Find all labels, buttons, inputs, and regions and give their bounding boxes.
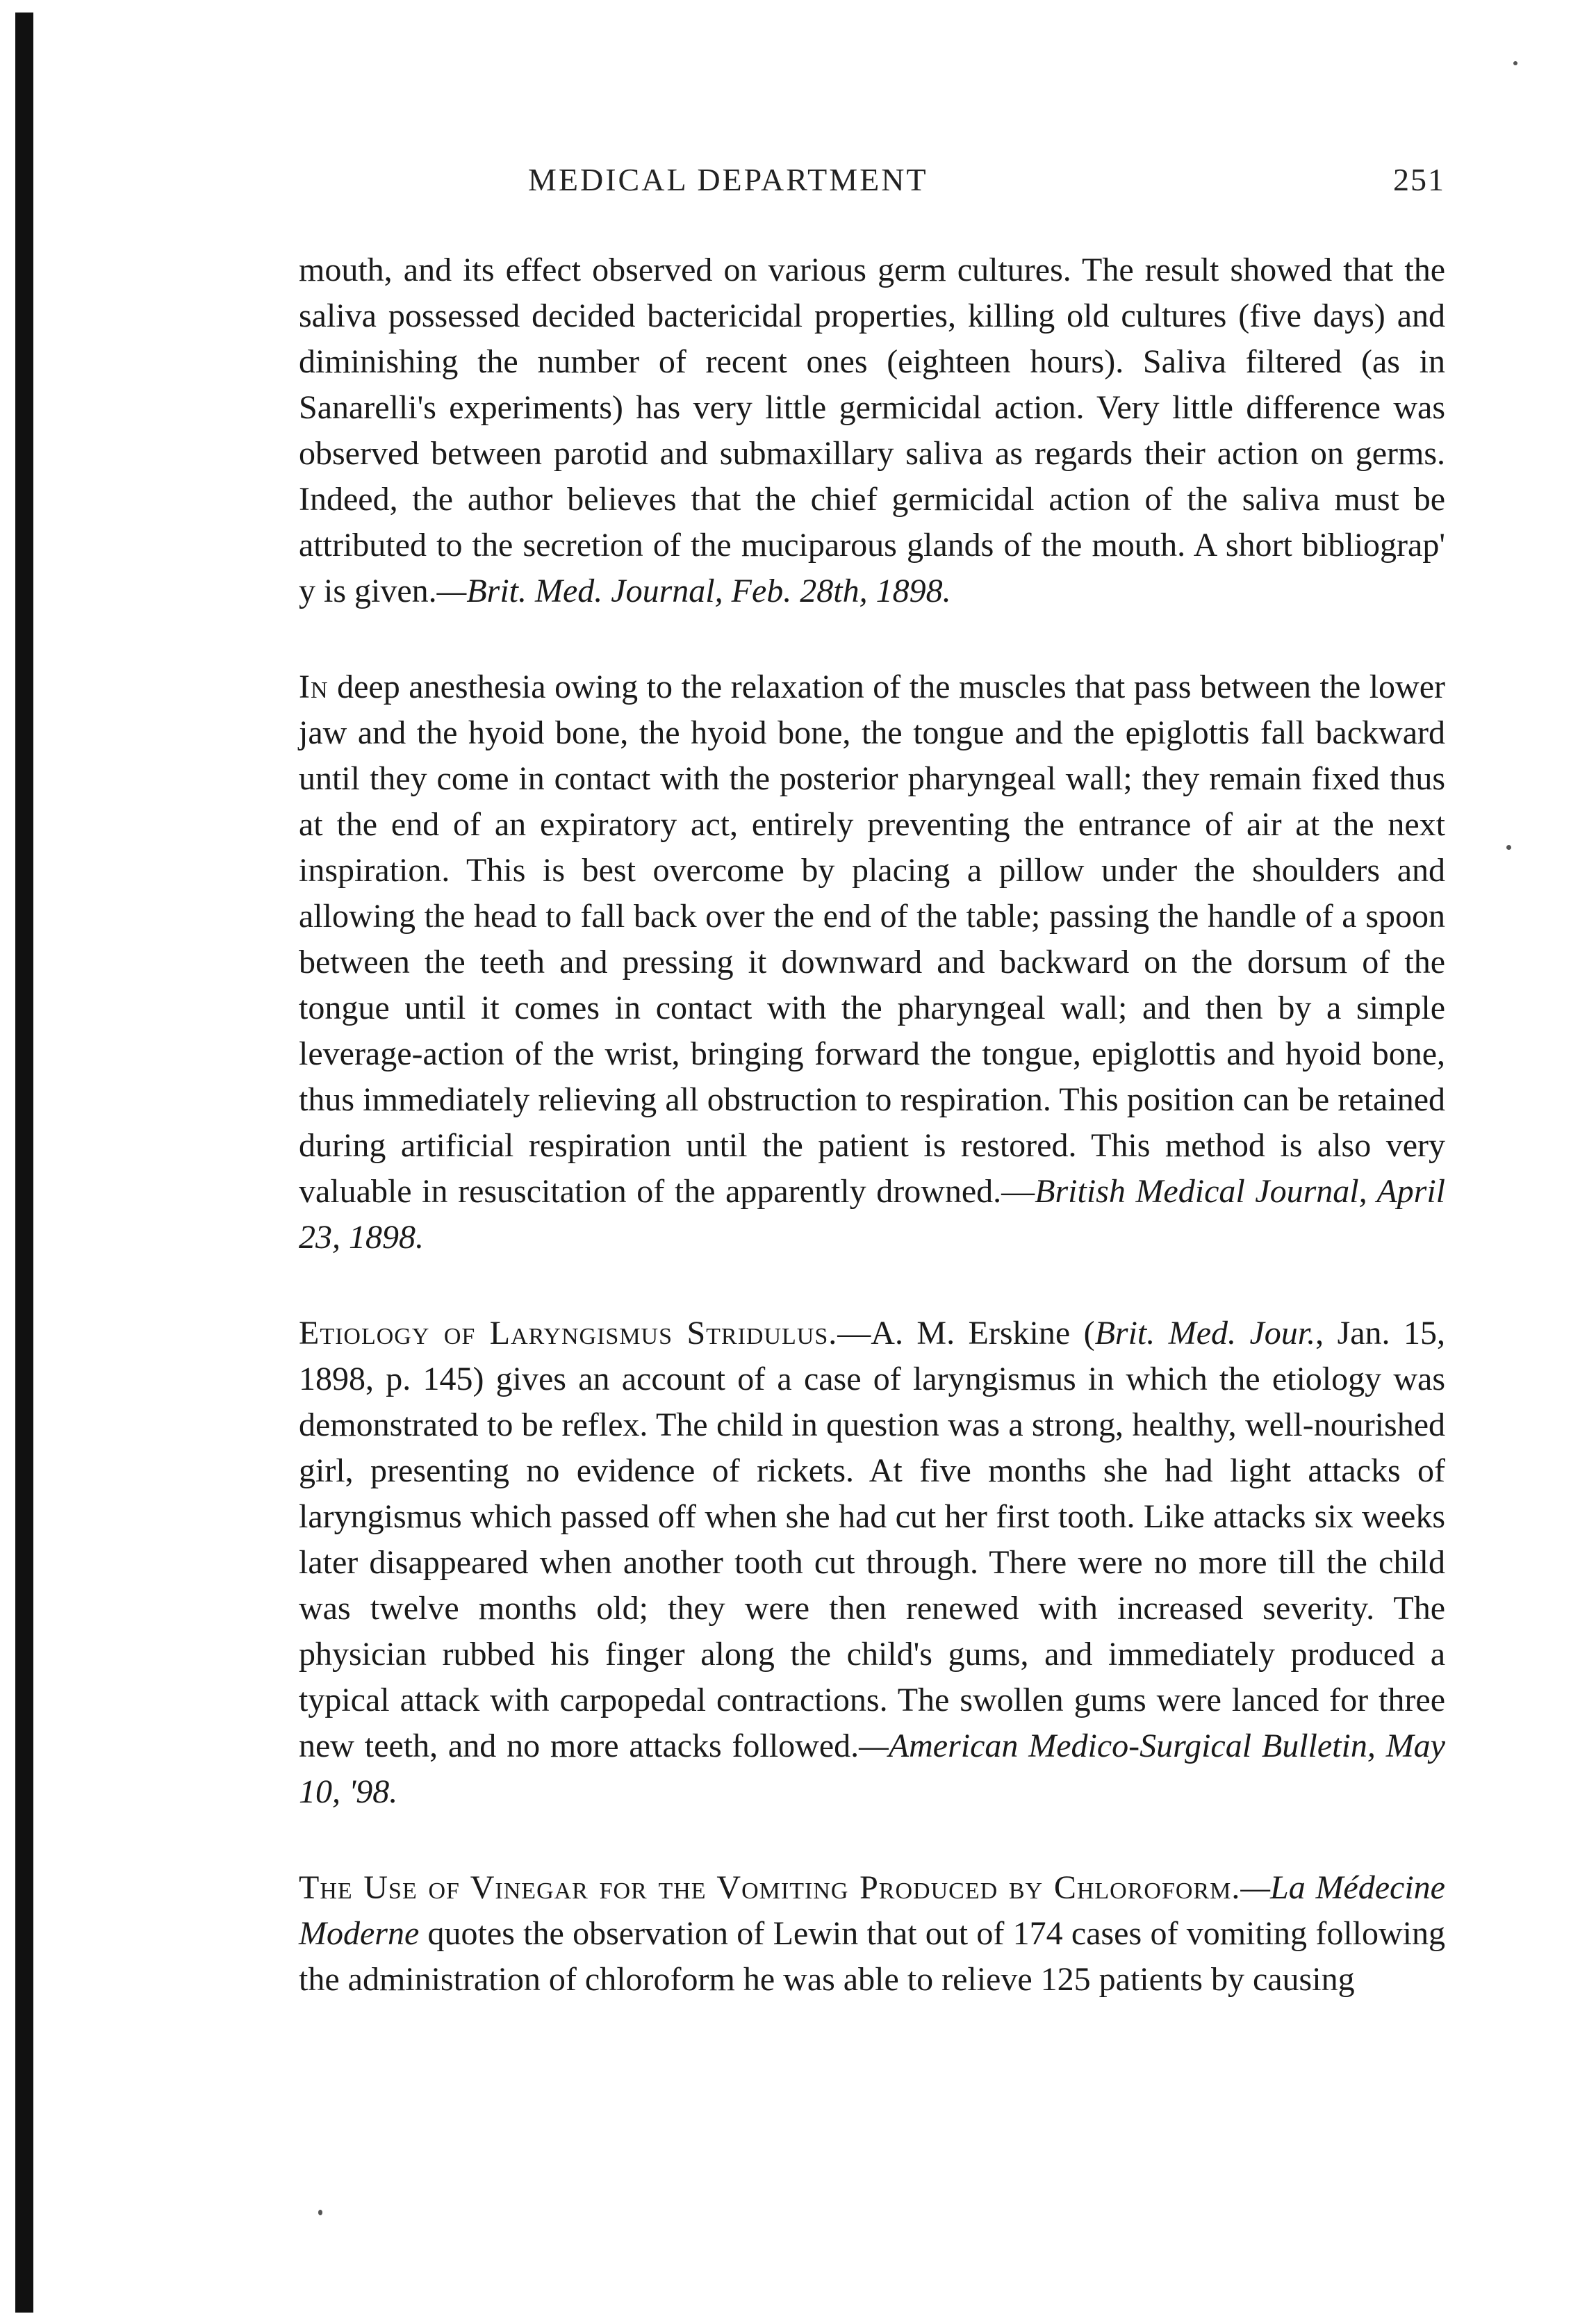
scan-binding-edge (15, 13, 33, 2313)
running-head: MEDICAL DEPARTMENT (528, 162, 928, 197)
paragraph-anesthesia (299, 664, 1445, 1261)
paragraph-text: —A. M. Erskine ( (837, 1315, 1095, 1352)
paragraph-saliva (299, 247, 1445, 614)
page-number: 251 (1393, 162, 1445, 197)
scan-speck (1513, 61, 1517, 65)
paragraph-text: , Jan. 15, 1898, p. 145) gives an account of a case of laryngismus in which the etiology was demonstrated to be reflex. The child in question was a strong, healthy, well-nourished girl, presenting no evidence of rickets. At five months she had light attacks of laryngismus which passed off when she had cut her first tooth. Like attacks six weeks later disappeared when another tooth cut through. There were no more till the child was twelve months old; they were then renewed with increased severity. The physician rubbed his finger along the child's gums, and immediately produced a typical attack with carpopedal contractions. The swollen gums were lanced for three new teeth, and no more attacks followed. (299, 1315, 1446, 1764)
paragraph-text: quotes the observation of Lewin that out of 174 cases of vomiting following the administration of chloroform he was able to relieve 125 patients by causing (299, 1915, 1445, 1998)
article-body (299, 247, 1445, 2003)
citation: —American Medico-Surgical Bulletin, May 10, '98. (299, 1727, 1445, 1810)
page-header (299, 161, 1445, 203)
scan-speck (318, 2210, 322, 2215)
paragraph-vinegar (299, 1865, 1445, 2003)
paragraph-text: deep anesthesia owing to the relaxation of the muscles that pass between the lower jaw and the hyoid bone, the hyoid bone, the tongue and the epiglottis fall backward until they come in contact with the posterior pharyngeal wall; they remain fixed thus at the end of an expiratory act, entirely preventing the entrance of air at the next inspiration. This is best overcome by placing a pillow under the shoulders and allowing the head to fall back over the end of the table; passing the handle of a spoon between the teeth and pressing it downward and backward on the dorsum of the tongue until it comes in contact with the pharyngeal wall; and then by a simple leverage-action of the wrist, bringing forward the tongue, epiglottis and hyoid bone, thus immediately relieving all obstruction to respiration. This position can be retained during artificial respiration until the patient is restored. This method is also very valuable in resuscitation of the apparently drowned.— (299, 668, 1445, 1210)
inline-citation: Brit. Med. Jour. (1094, 1315, 1316, 1352)
paragraph-lead: In (299, 668, 329, 705)
section-heading: Etiology of Laryngismus Stridulus. (299, 1315, 838, 1352)
paragraph-laryngismus (299, 1311, 1445, 1815)
paragraph-text: mouth, and its effect observed on various germ cultures. The result showed that the saliva possessed decided bactericidal properties, killing old cultures (five days) and diminishing the number of recent ones (eighteen hours). Saliva filtered (as in Sanarelli's experiments) has very little germicidal action. Very little difference was observed between parotid and submaxillary saliva as regards their action on germs. Indeed, the author believes that the chief germicidal action of the saliva must be attributed to the secretion of the muciparous glands of the mouth. A short bibliograp' y is given. (299, 252, 1445, 609)
citation: —Brit. Med. Journal, Feb. 28th, 1898. (436, 573, 951, 609)
scan-speck (1506, 845, 1511, 850)
section-heading: The Use of Vinegar for the Vomiting Produced by Chloroform. (299, 1869, 1241, 1906)
citation: British Medical Journal, April 23, 1898. (299, 1173, 1445, 1256)
inline-citation: —La Médecine Moderne (299, 1869, 1445, 1952)
